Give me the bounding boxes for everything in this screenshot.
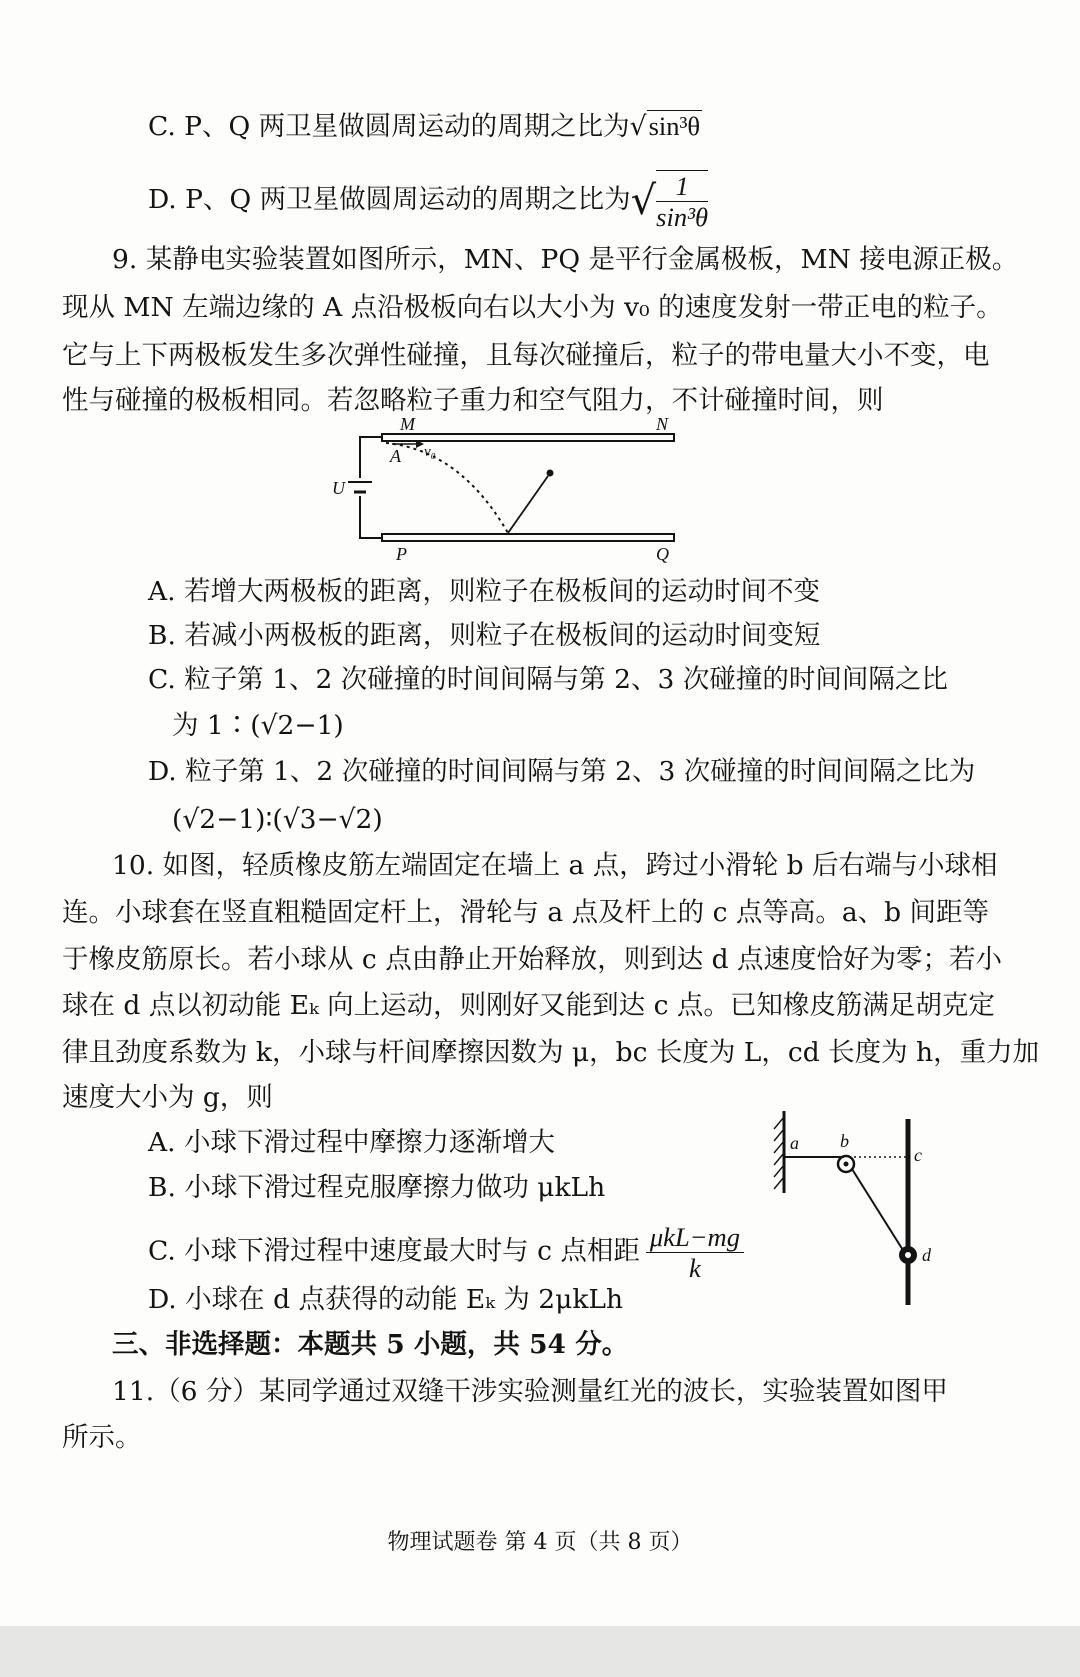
q10-stem-line-5: 律且劲度系数为 k，小球与杆间摩擦因数为 μ，bc 长度为 L，cd 长度为 h，重力加: [62, 1037, 1040, 1068]
label-a: A: [390, 446, 401, 466]
q8-option-d-fraction: [656, 170, 708, 232]
q9-option-a: A. 若增大两极板的距离，则粒子在极板间的运动时间不变: [148, 576, 820, 607]
q9-option-c-line-2: 为 1∶(√2−1): [172, 710, 344, 741]
q10-option-c-text: C. 小球下滑过程中速度最大时与 c 点相距: [148, 1235, 640, 1267]
q9-option-b: B. 若减小两极板的距离，则粒子在极板间的运动时间变短: [148, 620, 821, 651]
q10-stem-line-3: 于橡皮筋原长。若小球从 c 点由静止开始释放，则到达 d 点速度恰好为零；若小: [62, 944, 1002, 975]
label-v0: v₀: [424, 444, 436, 460]
q9-option-c-line-1: C. 粒子第 1、2 次碰撞的时间间隔与第 2、3 次碰撞的时间间隔之比: [148, 664, 948, 695]
q8-option-c-math: sin³θ: [648, 111, 701, 141]
q10-stem-line-4: 球在 d 点以初动能 Eₖ 向上运动，则刚好又能到达 c 点。已知橡皮筋满足胡克定: [62, 990, 995, 1021]
q10-option-a: A. 小球下滑过程中摩擦力逐渐增大: [148, 1127, 555, 1158]
q9-stem-line-4: 性与碰撞的极板相同。若忽略粒子重力和空气阻力，不计碰撞时间，则: [62, 385, 884, 416]
q10-stem-line-6: 速度大小为 g，则: [62, 1082, 273, 1113]
fraction-denominator: sin³θ: [656, 202, 709, 232]
fraction-numerator: μkL−mg: [646, 1222, 744, 1253]
rebound-path: [508, 476, 548, 533]
wire-bottom: [360, 496, 382, 538]
q9-plates-diagram: [320, 410, 690, 570]
sqrt-sign: √: [630, 178, 657, 224]
q10-stem-line-2: 连。小球套在竖直粗糙固定杆上，滑轮与 a 点及杆上的 c 点等高。a、b 间距等: [62, 897, 990, 928]
plate-pq: [382, 534, 674, 541]
q9-stem-line-1: 9. 某静电实验装置如图所示，MN、PQ 是平行金属极板，MN 接电源正极。: [112, 244, 1019, 275]
q10-option-c-fraction: [646, 1222, 744, 1283]
fraction-numerator: 1: [656, 171, 708, 202]
page-footer: 物理试题卷 第 4 页（共 8 页）: [387, 1530, 693, 1555]
rubber-band-diagonal: [852, 1169, 906, 1255]
fraction-denominator: k: [689, 1253, 701, 1283]
q9-option-d-line-1: D. 粒子第 1、2 次碰撞的时间间隔与第 2、3 次碰撞的时间间隔之比为: [148, 756, 976, 787]
q8-option-d: [148, 170, 708, 232]
wire-top: [360, 437, 382, 478]
label-u: U: [332, 478, 345, 498]
particle-dot: [547, 470, 554, 477]
q11-line-2: 所示。: [62, 1422, 142, 1453]
q11-line-1: 11.（6 分）某同学通过双缝干涉实验测量红光的波长，实验装置如图甲: [112, 1376, 948, 1407]
label-d: d: [922, 1245, 931, 1265]
q10-stem-line-1: 10. 如图，轻质橡皮筋左端固定在墙上 a 点，跨过小滑轮 b 后右端与小球相: [112, 850, 998, 881]
q10-option-b: B. 小球下滑过程克服摩擦力做功 μkLh: [148, 1172, 606, 1203]
label-p: P: [396, 544, 407, 564]
q9-stem-line-3: 它与上下两极板发生多次弹性碰撞，且每次碰撞后，粒子的带电量大小不变，电: [62, 340, 990, 371]
q9-stem-line-2: 现从 MN 左端边缘的 A 点沿极板向右以大小为 v₀ 的速度发射一带正电的粒子。: [62, 292, 1003, 323]
label-m: M: [400, 414, 415, 434]
q8-option-c: [148, 106, 702, 147]
ball-hole: [905, 1252, 911, 1258]
q8-option-d-text: D. P、Q 两卫星做圆周运动的周期之比为: [148, 184, 631, 215]
section-3-heading: 三、非选择题：本题共 5 小题，共 54 分。: [112, 1329, 629, 1360]
q8-option-c-text: C. P、Q 两卫星做圆周运动的周期之比为: [148, 111, 630, 142]
q10-option-d: D. 小球在 d 点获得的动能 Eₖ 为 2μkLh: [148, 1284, 624, 1315]
label-c: c: [914, 1145, 922, 1165]
q10-option-c: [148, 1222, 744, 1283]
label-n: N: [656, 414, 669, 434]
sqrt-sign: √: [629, 111, 647, 142]
q9-option-d-line-2: (√2−1)∶(√3−√2): [172, 804, 383, 835]
pulley-axle: [844, 1162, 849, 1167]
label-b: b: [840, 1131, 849, 1151]
plate-mn: [382, 434, 674, 441]
label-q: Q: [656, 544, 669, 564]
q10-pulley-diagram: [760, 1105, 950, 1320]
particle-trajectory: [386, 443, 508, 533]
label-a: a: [790, 1133, 799, 1153]
scan-bottom-edge: [0, 1626, 1080, 1677]
